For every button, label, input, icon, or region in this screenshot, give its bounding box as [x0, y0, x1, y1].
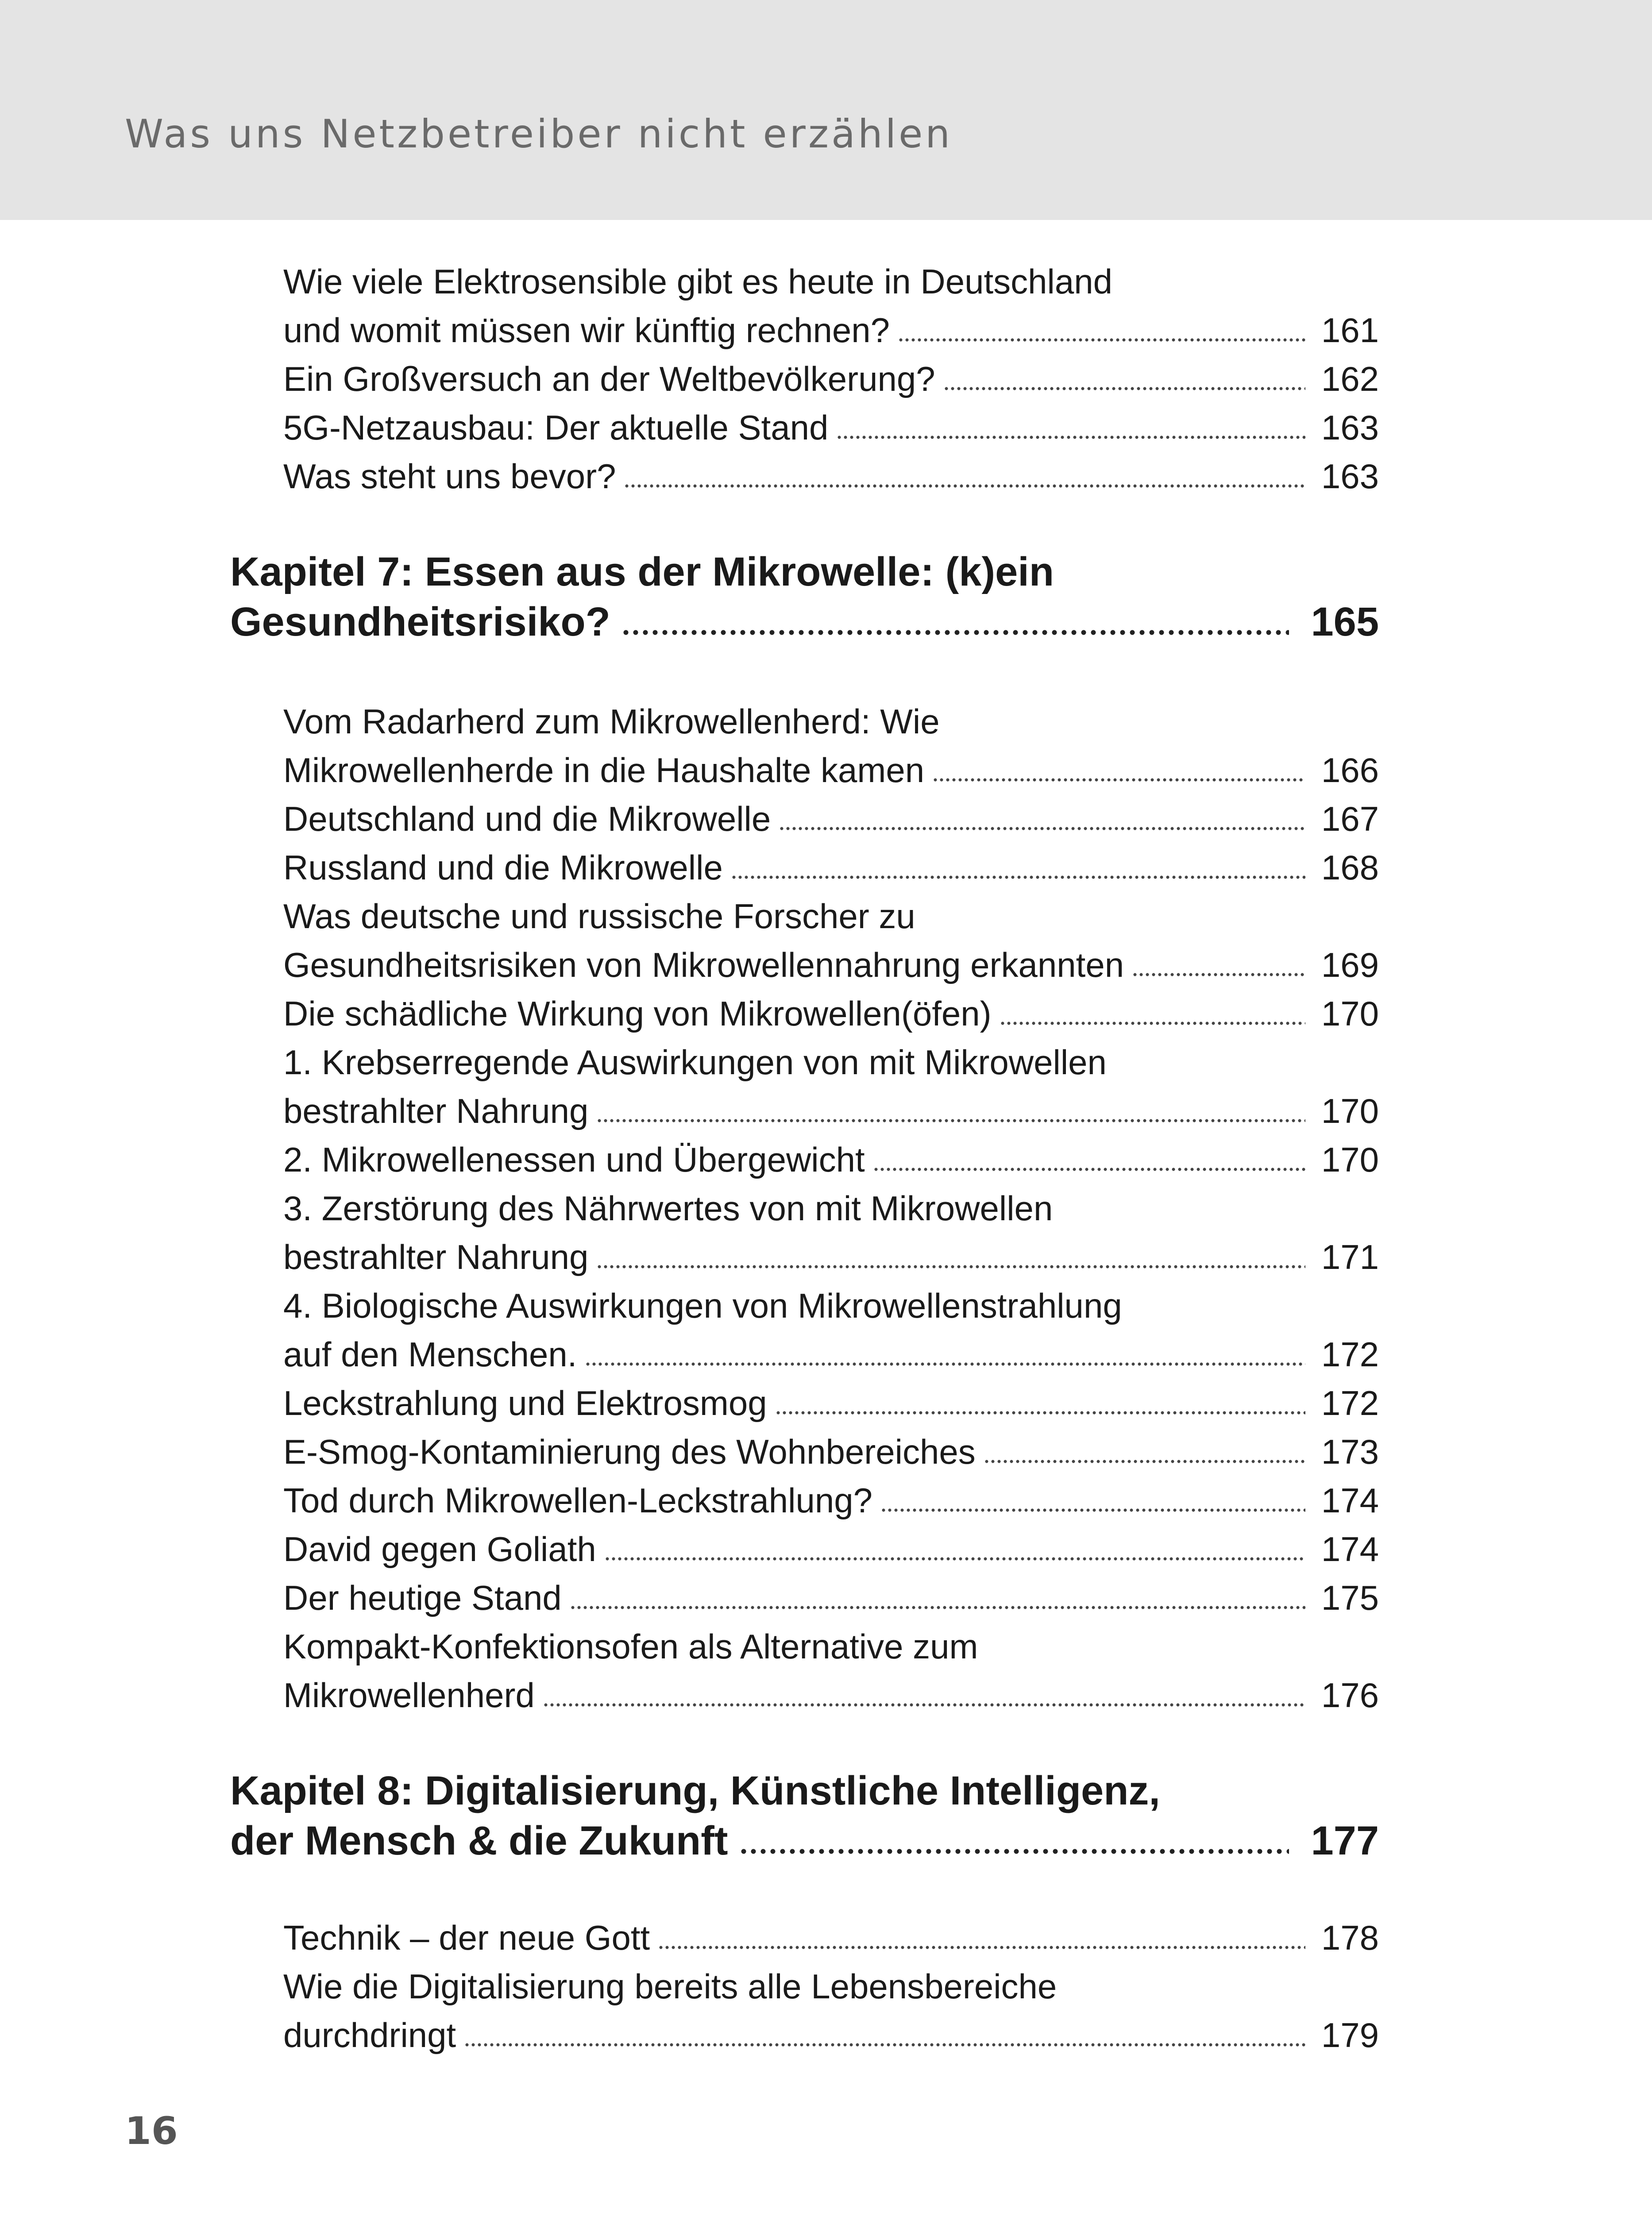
dot-leader — [880, 1508, 1305, 1512]
toc-line — [283, 1962, 1379, 2011]
toc-line — [283, 1379, 1379, 1427]
toc-page-number: 178 — [1321, 1918, 1379, 1957]
toc-entry[interactable] — [283, 794, 1379, 843]
toc-line — [283, 697, 1379, 746]
toc-entry[interactable] — [283, 1038, 1379, 1135]
dot-leader — [596, 1265, 1305, 1269]
dot-leader — [984, 1459, 1305, 1464]
toc-section-1 — [283, 257, 1379, 501]
toc-entry[interactable] — [283, 1962, 1379, 2059]
toc-line — [283, 794, 1379, 843]
toc-line — [283, 1233, 1379, 1281]
dot-leader — [1132, 972, 1305, 977]
toc-entry-title: Mikrowellenherd — [283, 1676, 535, 1715]
toc-entry-title: 5G-Netzausbau: Der aktuelle Stand — [283, 408, 829, 447]
toc-entry[interactable] — [283, 1476, 1379, 1525]
toc-entry-title: und womit müssen wir künftig rechnen? — [283, 311, 890, 350]
toc-line — [283, 1135, 1379, 1184]
toc-line — [283, 1622, 1379, 1671]
toc-entry[interactable] — [283, 989, 1379, 1038]
toc-page-number: 166 — [1321, 751, 1379, 790]
dot-leader — [898, 338, 1305, 342]
toc-entry[interactable] — [283, 697, 1379, 794]
toc-line — [283, 1330, 1379, 1379]
toc-page-number: 171 — [1321, 1238, 1379, 1276]
toc-entry-title: Wie die Digitalisierung bereits alle Lebensbereiche — [283, 1967, 1057, 2006]
toc-entry[interactable] — [283, 1184, 1379, 1281]
toc-chapter-8 — [230, 1766, 1379, 1866]
toc-entry-title: Vom Radarherd zum Mikrowellenherd: Wie — [283, 702, 940, 741]
dot-leader — [658, 1945, 1305, 1950]
toc-entry-title: Gesundheitsrisiken von Mikrowellennahrung erkannten — [283, 945, 1124, 984]
toc-entry-title: Deutschland und die Mikrowelle — [283, 799, 771, 838]
toc-page-number: 179 — [1321, 2016, 1379, 2055]
toc-line — [283, 1476, 1379, 1525]
toc-line — [230, 1816, 1379, 1866]
toc-line — [283, 1038, 1379, 1087]
toc-entry-title: auf den Menschen. — [283, 1335, 577, 1374]
toc-entry-title: der Mensch & die Zukunft — [230, 1818, 728, 1863]
dot-leader — [873, 1167, 1305, 1172]
chapter-heading[interactable] — [230, 1766, 1379, 1866]
toc-line — [283, 746, 1379, 794]
dot-leader — [943, 386, 1305, 391]
toc-page-number: 176 — [1321, 1676, 1379, 1715]
toc-entry-title: 1. Krebserregende Auswirkungen von mit Mikrowellen — [283, 1043, 1107, 1082]
toc-entry[interactable] — [283, 1622, 1379, 1720]
toc-page-number: 162 — [1321, 359, 1379, 398]
toc-line — [283, 1671, 1379, 1720]
toc-line — [283, 355, 1379, 403]
toc-line — [283, 1087, 1379, 1135]
dot-leader — [731, 875, 1305, 879]
toc-entry[interactable] — [283, 1135, 1379, 1184]
dot-leader — [779, 826, 1305, 831]
toc-chapter-7 — [230, 547, 1379, 647]
toc-page-number: 165 — [1311, 599, 1379, 644]
toc-line — [283, 843, 1379, 892]
dot-leader — [585, 1362, 1305, 1366]
toc-line — [230, 597, 1379, 647]
toc-entry-title: durchdringt — [283, 2016, 456, 2055]
toc-line — [283, 1525, 1379, 1573]
dot-leader — [932, 778, 1305, 782]
toc-entry-title: 3. Zerstörung des Nährwertes von mit Mikrowellen — [283, 1189, 1053, 1228]
toc-line — [283, 1573, 1379, 1622]
toc-entry-title: Ein Großversuch an der Weltbevölkerung? — [283, 359, 935, 398]
dot-leader — [570, 1605, 1305, 1610]
toc-entry-title: Technik – der neue Gott — [283, 1918, 650, 1957]
toc-entry-title: Was steht uns bevor? — [283, 457, 616, 496]
toc-line — [283, 892, 1379, 941]
toc-page-number: 170 — [1321, 994, 1379, 1033]
toc-entry[interactable] — [283, 1379, 1379, 1427]
toc-entry[interactable] — [283, 1525, 1379, 1573]
toc-entry-title: Die schädliche Wirkung von Mikrowellen(öfen) — [283, 994, 992, 1033]
toc-entry-title: 2. Mikrowellenessen und Übergewicht — [283, 1140, 865, 1179]
toc-entry[interactable] — [283, 1427, 1379, 1476]
toc-line — [283, 989, 1379, 1038]
running-title: Was uns Netzbetreiber nicht erzählen — [125, 111, 953, 157]
toc-entry[interactable] — [283, 452, 1379, 501]
toc-page-number: 169 — [1321, 945, 1379, 984]
toc-line — [283, 941, 1379, 989]
toc-line — [283, 306, 1379, 355]
toc-entry-title: Kompakt-Konfektionsofen als Alternative zum — [283, 1627, 978, 1666]
toc-line — [283, 452, 1379, 501]
dot-leader — [836, 435, 1305, 440]
toc-line — [283, 2011, 1379, 2059]
dot-leader — [1000, 1021, 1305, 1026]
toc-page-number: 167 — [1321, 799, 1379, 838]
toc-page-number: 172 — [1321, 1335, 1379, 1374]
toc-line — [283, 1913, 1379, 1962]
toc-entry-title: David gegen Goliath — [283, 1530, 596, 1569]
toc-line — [283, 257, 1379, 306]
toc-page-number: 163 — [1321, 457, 1379, 496]
toc-entry[interactable] — [283, 403, 1379, 452]
toc-entry-title: 4. Biologische Auswirkungen von Mikrowellenstrahlung — [283, 1286, 1122, 1325]
toc-entry-title: E-Smog-Kontaminierung des Wohnbereiches — [283, 1432, 976, 1471]
toc-page-number: 174 — [1321, 1481, 1379, 1520]
toc-line — [283, 1281, 1379, 1330]
toc-page-number: 174 — [1321, 1530, 1379, 1569]
dot-leader — [621, 629, 1289, 636]
toc-entry-title: Tod durch Mikrowellen-Leckstrahlung? — [283, 1481, 872, 1520]
toc-entry[interactable] — [283, 1573, 1379, 1622]
toc-line — [283, 1427, 1379, 1476]
toc-page-number: 168 — [1321, 848, 1379, 887]
toc-page-number: 177 — [1311, 1818, 1379, 1863]
toc-page-number: 172 — [1321, 1384, 1379, 1423]
toc-entry-title: Was deutsche und russische Forscher zu — [283, 897, 915, 936]
toc-entry-title: Mikrowellenherde in die Haushalte kamen — [283, 751, 925, 790]
toc-entry-title: Russland und die Mikrowelle — [283, 848, 723, 887]
toc-page-number: 173 — [1321, 1432, 1379, 1471]
toc-entry[interactable] — [283, 1281, 1379, 1379]
chapter-heading[interactable] — [230, 547, 1379, 647]
dot-leader — [624, 484, 1305, 488]
toc-page-number: 170 — [1321, 1140, 1379, 1179]
toc-page-number: 170 — [1321, 1091, 1379, 1130]
toc-line — [230, 547, 1379, 597]
toc-entry[interactable] — [283, 1913, 1379, 1962]
toc-section-3 — [283, 1913, 1379, 2059]
toc-entry[interactable] — [283, 355, 1379, 403]
toc-entry[interactable] — [283, 843, 1379, 892]
dot-leader — [543, 1703, 1305, 1707]
toc-line — [230, 1766, 1379, 1816]
dot-leader — [464, 2043, 1305, 2047]
toc-page-number: 163 — [1321, 408, 1379, 447]
toc-line — [283, 403, 1379, 452]
toc-entry[interactable] — [283, 257, 1379, 355]
toc-entry-title: Der heutige Stand — [283, 1578, 562, 1617]
toc-page-number: 161 — [1321, 311, 1379, 350]
page-number: 16 — [125, 2109, 178, 2153]
dot-leader — [596, 1118, 1305, 1123]
toc-section-2 — [283, 697, 1379, 1720]
toc-entry-title: Kapitel 8: Digitalisierung, Künstliche Intelligenz, — [230, 1768, 1160, 1813]
toc-entry[interactable] — [283, 892, 1379, 989]
dot-leader — [739, 1848, 1289, 1854]
toc-entry-title: bestrahlter Nahrung — [283, 1238, 589, 1276]
toc-entry-title: Gesundheitsrisiko? — [230, 599, 610, 644]
dot-leader — [604, 1557, 1305, 1561]
toc-entry-title: Kapitel 7: Essen aus der Mikrowelle: (k)ein — [230, 549, 1054, 594]
toc-entry-title: Wie viele Elektrosensible gibt es heute in Deutschland — [283, 262, 1113, 301]
toc-entry-title: bestrahlter Nahrung — [283, 1091, 589, 1130]
toc-line — [283, 1184, 1379, 1233]
toc-entry-title: Leckstrahlung und Elektrosmog — [283, 1384, 767, 1423]
dot-leader — [775, 1411, 1305, 1415]
toc-page-number: 175 — [1321, 1578, 1379, 1617]
